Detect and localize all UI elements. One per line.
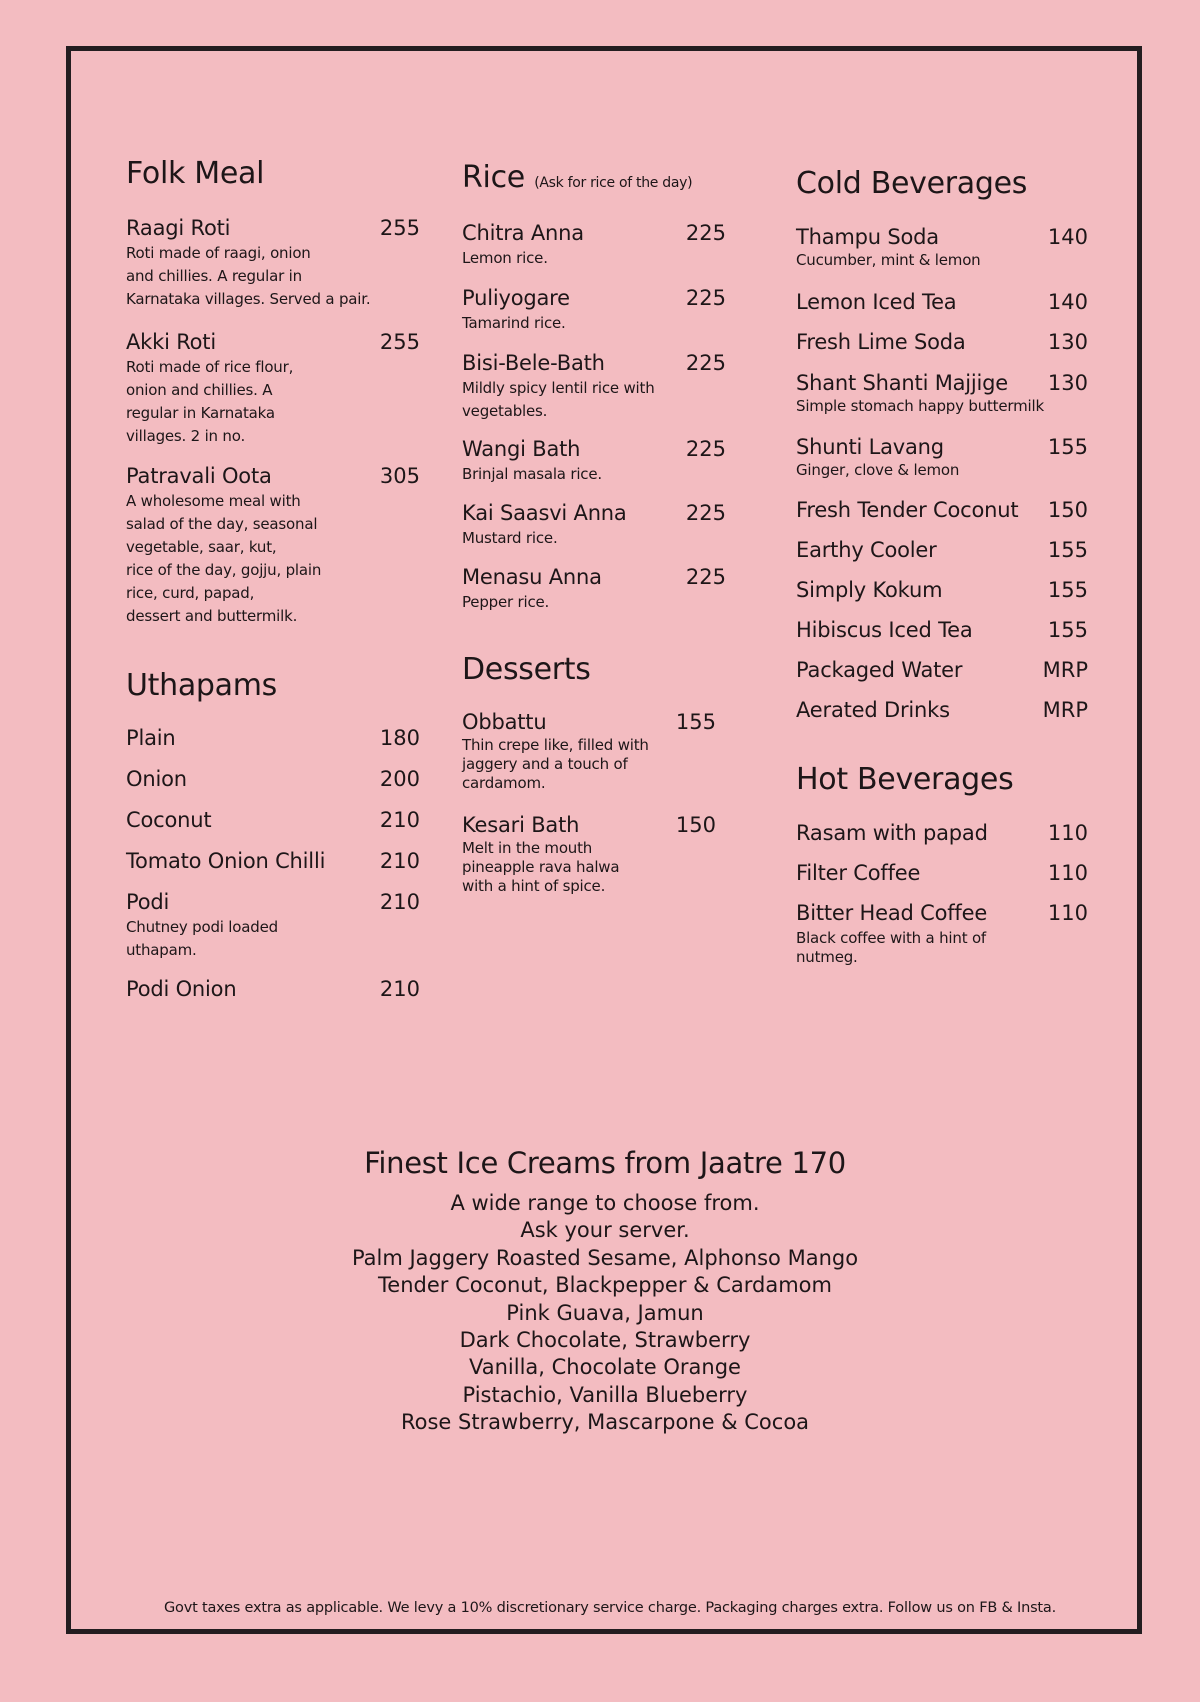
item-description: Roti made of rice flour, onion and chillies. A regular in Karnataka villages. 2 in no. (126, 358, 294, 445)
item-name: Fresh Tender Coconut (796, 498, 1019, 522)
item-name: Earthy Cooler (796, 538, 937, 562)
item-price: 225 (685, 501, 726, 525)
item-description: Ginger, clove & lemon (796, 461, 960, 479)
item-description: A wholesome meal with salad of the day, seasonal vegetable, saar, kut, rice of the day, gojju, plain rice, curd, papad, dessert and buttermilk. (126, 492, 322, 625)
item-price: 200 (379, 767, 420, 791)
item-name: Fresh Lime Soda (796, 330, 966, 354)
item-price: 130 (1047, 371, 1088, 395)
footer-note: Govt taxes extra as applicable. We levy a 10% discretionary service charge. Packaging charges extra. Follow us on FB & Insta. (163, 1600, 1057, 1616)
item-name: Plain (126, 726, 176, 750)
menu-item (126, 808, 420, 832)
item-name: Kai Saasvi Anna (462, 501, 627, 525)
item-price: 225 (685, 565, 726, 589)
desserts-title: Desserts (462, 652, 591, 687)
item-description: Mildly spicy lentil rice with vegetables. (462, 379, 655, 420)
item-price: 150 (1047, 498, 1088, 522)
item-description: Cucumber, mint & lemon (796, 251, 981, 269)
menu-item (126, 330, 420, 448)
menu-item (126, 216, 420, 311)
item-description: Tamarind rice. (462, 314, 566, 332)
hot-beverages-title: Hot Beverages (796, 762, 1014, 797)
item-price: 140 (1047, 225, 1088, 249)
menu-item (462, 501, 726, 550)
item-price: 180 (379, 726, 420, 750)
ice-cream-line: Pink Guava, Jamun (506, 1300, 704, 1325)
item-description: Pepper rice. (462, 593, 550, 611)
ice-cream-line: A wide range to choose from. (450, 1191, 760, 1215)
menu-item (796, 371, 1088, 418)
folk-meal-title: Folk Meal (126, 156, 265, 191)
item-price: 155 (1047, 578, 1088, 602)
item-description: Brinjal masala rice. (462, 465, 602, 483)
item-description: Lemon rice. (462, 249, 548, 267)
item-price: 110 (1047, 821, 1088, 845)
menu-item (462, 221, 726, 270)
item-description: Melt in the mouth pineapple rava halwa with a hint of spice. (462, 839, 620, 895)
item-name: Onion (126, 767, 187, 791)
ice-cream-section (260, 1146, 950, 1437)
item-name: Filter Coffee (796, 861, 921, 885)
menu-item (796, 698, 1088, 722)
item-name: Tomato Onion Chilli (126, 849, 326, 873)
item-name: Thampu Soda (796, 225, 939, 249)
menu-item (126, 767, 420, 791)
item-description: Thin crepe like, filled with jaggery and a touch of cardamom. (462, 736, 649, 792)
menu-item (796, 901, 1088, 967)
item-price: 210 (379, 890, 420, 914)
rice-title: Rice (Ask for rice of the day) (462, 160, 693, 195)
item-price: 140 (1047, 290, 1088, 314)
item-price: 155 (1047, 618, 1088, 642)
item-description: Simple stomach happy buttermilk (796, 397, 1044, 415)
item-name: Puliyogare (462, 286, 570, 310)
menu-item (796, 658, 1088, 682)
item-description: Mustard rice. (462, 529, 558, 547)
item-name: Chitra Anna (462, 221, 584, 245)
item-name: Coconut (126, 808, 212, 832)
item-name: Patravali Oota (126, 464, 272, 488)
item-price: 225 (685, 351, 726, 375)
item-name: Aerated Drinks (796, 698, 950, 722)
item-price: 225 (685, 221, 726, 245)
item-name: Hibiscus Iced Tea (796, 618, 973, 642)
item-price: 110 (1047, 861, 1088, 885)
item-price: 155 (1047, 435, 1088, 459)
item-name: Akki Roti (126, 330, 216, 354)
ice-cream-line: Vanilla, Chocolate Orange (469, 1355, 741, 1380)
item-name: Wangi Bath (462, 437, 581, 461)
item-price: MRP (1042, 658, 1088, 682)
menu-item (796, 538, 1088, 562)
ice-cream-title: Finest Ice Creams from Jaatre 170 (364, 1146, 846, 1180)
item-price: 155 (1047, 538, 1088, 562)
menu-item (126, 849, 420, 873)
item-price: 210 (379, 977, 420, 1001)
menu-item (462, 710, 726, 793)
item-price: 225 (685, 437, 726, 461)
menu-item (462, 437, 726, 486)
menu-item (126, 977, 420, 1001)
item-name: Menasu Anna (462, 565, 602, 589)
menu-item (796, 578, 1088, 602)
item-name: Simply Kokum (796, 578, 943, 602)
item-price: 255 (379, 330, 420, 354)
item-description: Chutney podi loaded uthapam. (126, 918, 278, 959)
menu-item (462, 565, 726, 614)
ice-cream-line: Dark Chocolate, Strawberry (459, 1328, 751, 1353)
menu-item (796, 290, 1088, 314)
menu-item (126, 726, 420, 750)
ice-cream-line: Pistachio, Vanilla Blueberry (462, 1382, 748, 1407)
ice-cream-line: Palm Jaggery Roasted Sesame, Alphonso Mango (351, 1245, 859, 1270)
menu-item (462, 351, 726, 423)
item-price: 305 (379, 464, 420, 488)
item-price: 130 (1047, 330, 1088, 354)
menu-item (126, 890, 420, 962)
item-name: Kesari Bath (462, 813, 580, 837)
item-description: Roti made of raagi, onion and chillies. A regular in Karnataka villages. Served a pair. (126, 244, 371, 308)
menu-item (796, 861, 1088, 885)
item-price: 210 (379, 808, 420, 832)
menu-item (796, 618, 1088, 642)
menu-item (796, 330, 1088, 354)
item-name: Bisi-Bele-Bath (462, 351, 605, 375)
menu-item (126, 464, 420, 628)
item-name: Packaged Water (796, 658, 963, 682)
menu-item (796, 498, 1088, 522)
item-name: Podi (126, 890, 170, 914)
item-name: Shant Shanti Majjige (796, 371, 1009, 395)
item-name: Raagi Roti (126, 216, 231, 240)
item-name: Bitter Head Coffee (796, 901, 988, 925)
item-price: 255 (379, 216, 420, 240)
uthapams-title: Uthapams (126, 668, 277, 703)
item-name: Podi Onion (126, 977, 237, 1001)
menu-item (796, 821, 1088, 845)
item-description: Black coffee with a hint of nutmeg. (796, 929, 987, 966)
ice-cream-line: Rose Strawberry, Mascarpone & Cocoa (400, 1410, 810, 1435)
item-price: 225 (685, 286, 726, 310)
ice-cream-line: Tender Coconut, Blackpepper & Cardamom (378, 1273, 832, 1298)
rice-note: (Ask for rice of the day) (534, 175, 693, 191)
item-name: Rasam with papad (796, 821, 988, 845)
item-price: 155 (675, 710, 716, 734)
item-price: 150 (675, 813, 716, 837)
item-name: Lemon Iced Tea (796, 290, 957, 314)
item-price: MRP (1042, 698, 1088, 722)
menu-item (462, 286, 726, 335)
menu-item (796, 435, 1088, 482)
menu-item (462, 813, 726, 896)
cold-beverages-title: Cold Beverages (796, 166, 1028, 201)
item-name: Shunti Lavang (796, 435, 944, 459)
menu-item (796, 225, 1088, 272)
item-name: Obbattu (462, 710, 547, 734)
item-price: 110 (1047, 901, 1088, 925)
ice-cream-line: Ask your server. (520, 1218, 690, 1243)
item-price: 210 (379, 849, 420, 873)
